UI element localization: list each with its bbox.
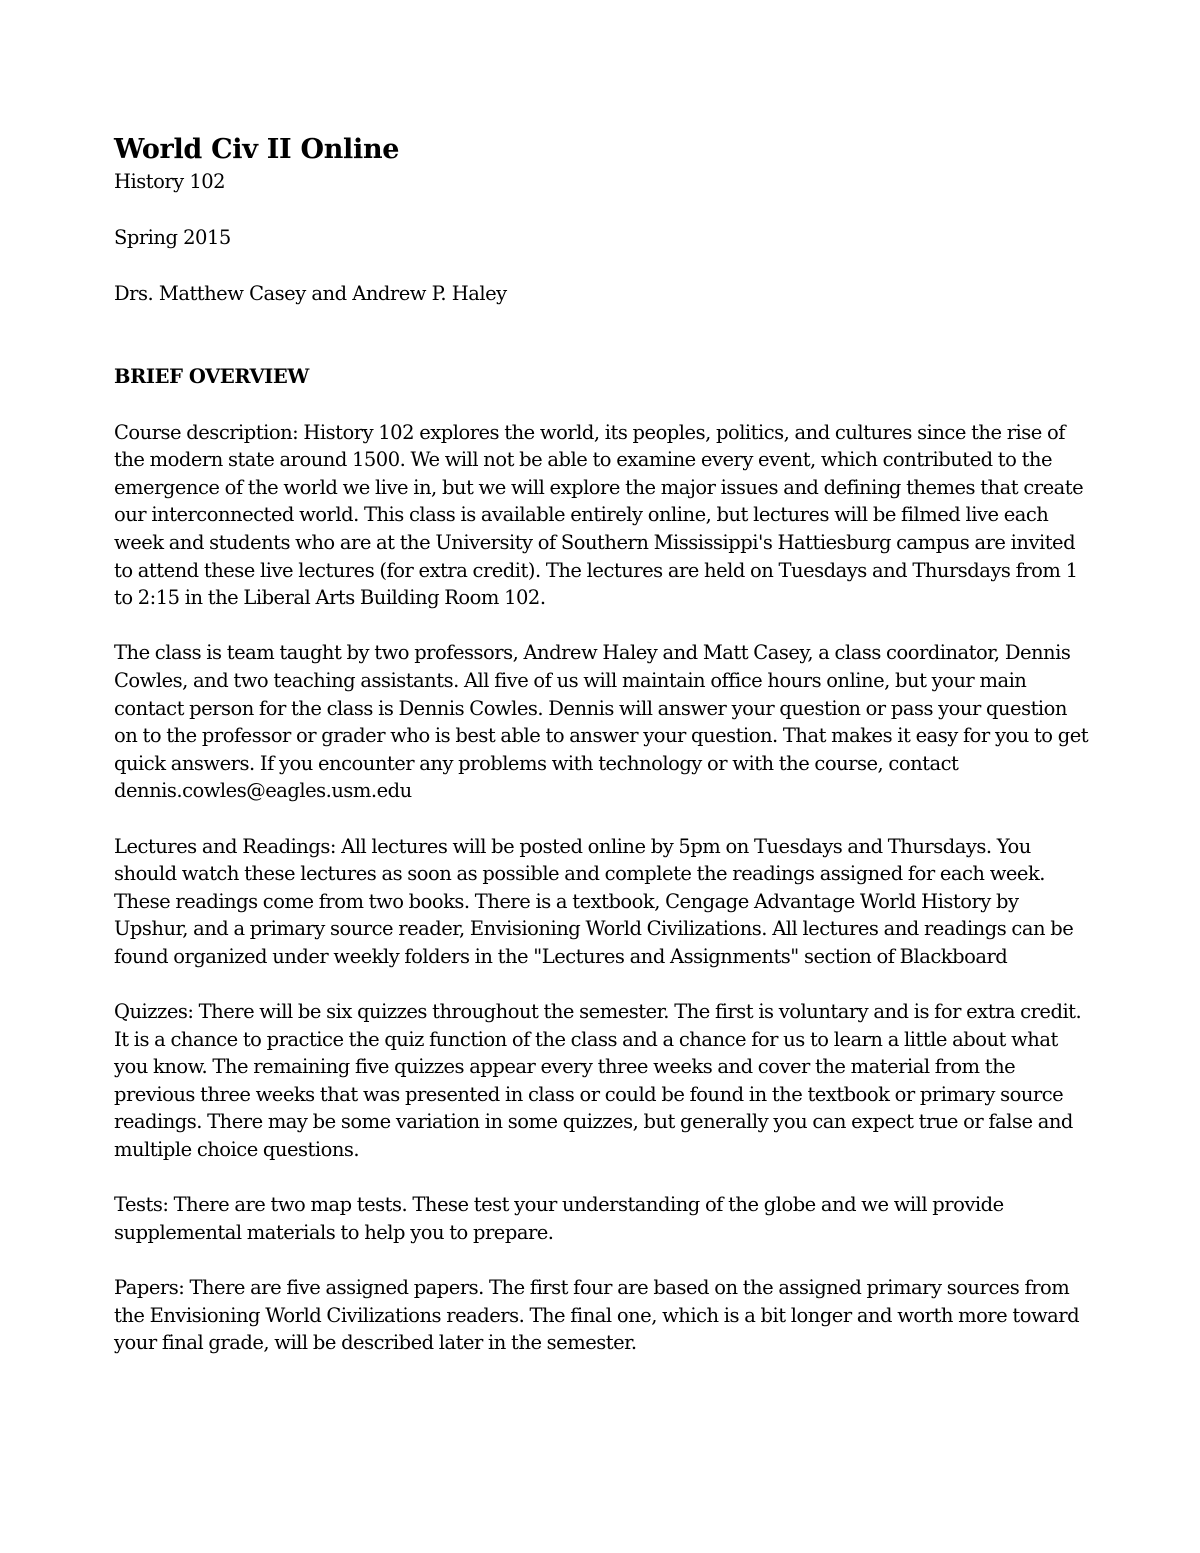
spacer [114,805,1094,833]
spacer [114,308,1094,336]
spacer [114,970,1094,998]
instructors: Drs. Matthew Casey and Andrew P. Haley [114,282,507,305]
spacer [114,196,1094,224]
paragraph-tests: Tests: There are two map tests. These test your understanding of the globe and we will provide supplemental materials to help you to prepare. [114,1193,1004,1244]
document-page [114,132,1094,1357]
spacer [114,336,1094,363]
paragraph-course-description: Course description: History 102 explores the world, its peoples, politics, and cultures since the rise of the modern state around 1500. We will not be able to examine every event, which contributed to the emergence of the world we live in, but we will explore the major issues and defining themes that create our interconnected world. This class is available entirely online, but lectures will be filmed live each week and students who are at the University of Southern Mississippi's Hattiesburg campus are invited to attend these live lectures (for extra credit). The lectures are held on Tuesdays and Thursdays from 1 to 2:15 in the Liberal Arts Building Room 102. [114,420,1084,610]
spacer [114,252,1094,280]
spacer [114,612,1094,640]
paragraph-papers: Papers: There are five assigned papers. The first four are based on the assigned primary sources from the Envisioning World Civilizations readers. The final one, which is a bit longer and worth more toward your final grade, will be described later in the semester. [114,1276,1080,1355]
spacer [114,1164,1094,1192]
section-heading: BRIEF OVERVIEW [114,365,309,388]
paragraph-team-teaching: The class is team taught by two professors, Andrew Haley and Matt Casey, a class coordinator, Dennis Cowles, and two teaching assistants. All five of us will maintain office hours online, but your main contact person for the class is Dennis Cowles. Dennis will answer your question or pass your question on to the professor or grader who is best able to answer your question. That makes it easy for you to get quick answers. If you encounter any problems with technology or with the course, contact dennis.cowles@eagles.usm.edu [114,641,1089,803]
course-number: History 102 [114,170,226,193]
paragraph-lectures-readings: Lectures and Readings: All lectures will be posted online by 5pm on Tuesdays and Thursdays. You should watch these lectures as soon as possible and complete the readings assigned for each week. These readings come from two books. There is a textbook, Cengage Advantage World History by Upshur, and a primary source reader, Envisioning World Civilizations. All lectures and readings can be found organized under weekly folders in the "Lectures and Assignments" section of Blackboard [114,834,1074,968]
document-title: World Civ II Online [114,134,400,165]
spacer [114,1246,1094,1274]
paragraph-quizzes: Quizzes: There will be six quizzes throughout the semester. The first is voluntary and is for extra credit. It is a chance to practice the quiz function of the class and a chance for us to learn a little about what you know. The remaining five quizzes appear every three weeks and cover the material from the previous three weeks that was presented in class or could be found in the textbook or primary source readings. There may be some variation in some quizzes, but generally you can expect true or false and multiple choice questions. [114,1000,1082,1162]
spacer [114,391,1094,419]
term: Spring 2015 [114,226,231,249]
